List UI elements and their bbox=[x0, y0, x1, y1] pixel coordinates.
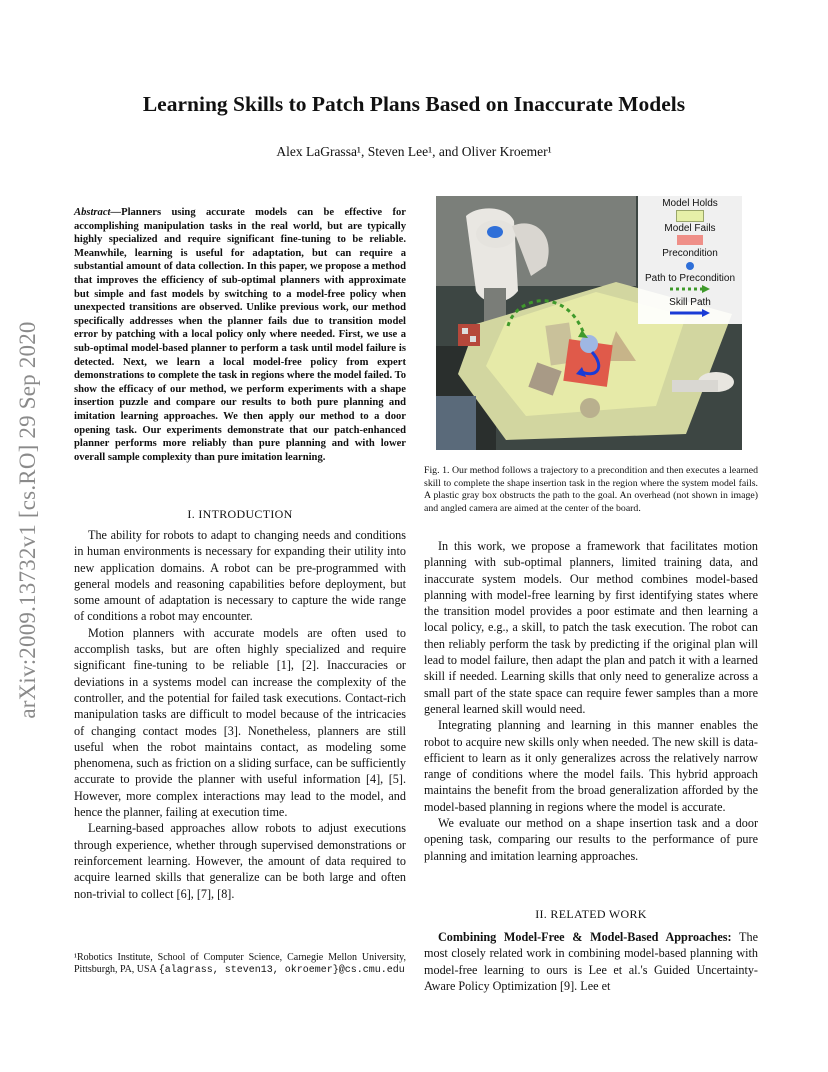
figure-legend bbox=[638, 196, 742, 324]
legend-precondition-path-icon bbox=[638, 284, 742, 294]
related-work-body bbox=[424, 929, 758, 994]
right-paragraph-1: In this work, we propose a framework that facilitates motion planning with sub-optimal planners, limited training data, and inaccurate system models. Our method combines model-based planning with model-free learning by first identifying states where the transition model provides a poor estimate and then learning a local policy, e.g., a skill, to patch the task execution. The robot can then reliably perform the task by predicting if the original plan will lead to model failure, then adapt the plan and patch it with a learned skill if needed. Learning skills that only need to generalize across a small part of the state space can require fewer samples than a more general learned skill would need. bbox=[424, 539, 758, 716]
figure-1-caption: Fig. 1. Our method follows a trajectory to a precondition and then executes a learned skill to complete the shape insertion task in the region where the system model fails. A plastic gray box obstructs the path to the goal. An overhead (not shown in image) and angled camera are aimed at the center of the board. bbox=[424, 465, 758, 514]
legend-model-fails-label: Model Fails bbox=[664, 223, 716, 234]
intro-paragraph-2: Motion planners with accurate models are often used to accomplish tasks, but are often highly specialized and require significant fine-tuning to be reliable [1], [2]. Inaccuracies or deviations in a systems model can increase the complexity of the controller, and the potential for failed task executions. Contact-rich manipulation tasks are difficult to model because of the intricacies of changing contact modes [3]. Nonetheless, planners are still useful when the robot maintains contact, as modeling some phenomena, such as friction on a sliding surface, can be sufficiently accurate to provide the planner with useful information [4], [5]. However, more complex interactions may lead to the model, and hence the planner, failing at execution time. bbox=[74, 625, 406, 820]
legend-path-to-precondition-label: Path to Precondition bbox=[644, 273, 736, 284]
section-heading-introduction: I. INTRODUCTION bbox=[187, 507, 293, 521]
paper-title: Learning Skills to Patch Plans Based on Inaccurate Models bbox=[142, 92, 686, 116]
right-paragraph-2: Integrating planning and learning in this manner enables the robot to acquire new skills only when needed. The new skill is data-efficient to learn as it only generalizes across the relatively narrow range of conditions where the model fails. This hybrid approach maintains the benefit from the broad generalization afforded by the model-based planning in regions where the model is accurate. bbox=[424, 718, 758, 814]
right-column-body bbox=[424, 538, 758, 864]
section-heading-related-work: II. RELATED WORK bbox=[535, 907, 647, 921]
affiliation-footnote bbox=[74, 952, 406, 978]
legend-model-holds-label: Model Holds bbox=[662, 198, 718, 209]
legend-skill-path-icon bbox=[638, 308, 742, 318]
footnote-text: ¹Robotics Institute, School of Computer Science, Carnegie Mellon University, Pittsburgh, PA, USA bbox=[74, 952, 406, 976]
legend-precondition-swatch bbox=[638, 262, 742, 272]
arxiv-identifier: arXiv:2009.13732v1 [cs.RO] 29 Sep 2020 bbox=[15, 321, 40, 719]
abstract bbox=[74, 206, 406, 464]
intro-paragraph-1: The ability for robots to adapt to changing needs and conditions in human environments is necessary for expanding their utility into new application domains. A robot can be pre-programmed with general models and reasoning capabilities before deployment, but some amount of adaptation is necessary to capture the wide range of conditions a robot may encounter. bbox=[74, 528, 406, 624]
abstract-text: Planners using accurate models can be effective for accomplishing manipulation tasks in the real world, but are typically highly specialized and require significant fine-tuning to be reliable. Meanwhile, learning is useful for adaptation, but can require a substantial amount of data collection. In this paper, we propose a method that improves the efficiency of sub-optimal planners with approximate but simple and fast models by switching to a model-free policy when unexpected transitions are observed. Unlike previous work, our method specifically addresses when the planner fails due to transition model error by patching with a local policy only where needed. First, we use a sub-optimal model-based planner to perform a task until model failure is detected. Next, we learn a local model-free policy from expert demonstrations to complete the task in regions where the model failed. To show the efficacy of our method, we perform experiments with a shape insertion puzzle and compare our results to both pure planning and imitation learning approaches. We then apply our method to a door opening task. Our experiments demonstrate that our patch-enhanced planner performs more reliably than pure planning and with lower overall sample complexity than pure imitation learning. bbox=[74, 207, 406, 463]
figure-1-photo bbox=[436, 196, 742, 450]
arxiv-sidebar-stamp bbox=[6, 280, 50, 760]
right-paragraph-3: We evaluate our method on a shape insertion task and a door opening task, comparing our results to the performance of pure planning and imitation learning approaches. bbox=[424, 816, 758, 863]
related-work-run-in-heading: Combining Model-Free & Model-Based Approaches: bbox=[438, 930, 732, 944]
legend-precondition-label: Precondition bbox=[662, 248, 718, 259]
paper-authors: Alex LaGrassa¹, Steven Lee¹, and Oliver Kroemer¹ bbox=[276, 144, 552, 159]
legend-model-fails-swatch bbox=[638, 235, 742, 247]
legend-skill-path-label: Skill Path bbox=[669, 297, 711, 308]
related-work-text: The most closely related work in combining model-based planning with model-free learning to ours is Lee et al.'s Guided Uncertainty-Aware Policy Optimization [9]. Lee et bbox=[424, 930, 758, 993]
intro-paragraph-3: Learning-based approaches allow robots to adjust executions through experience, whether through supervised demonstrations or reinforcement learning. However, the amount of data required to acquire learned skills that generalize can be both large and often non-trivial to collect [6], [7], [8]. bbox=[74, 821, 406, 901]
footnote-emails: {alagrass, steven13, okroemer}@cs.cmu.edu bbox=[158, 965, 405, 977]
abstract-label: Abstract— bbox=[74, 207, 122, 218]
introduction-body bbox=[74, 527, 406, 902]
legend-model-holds-swatch bbox=[638, 210, 742, 222]
